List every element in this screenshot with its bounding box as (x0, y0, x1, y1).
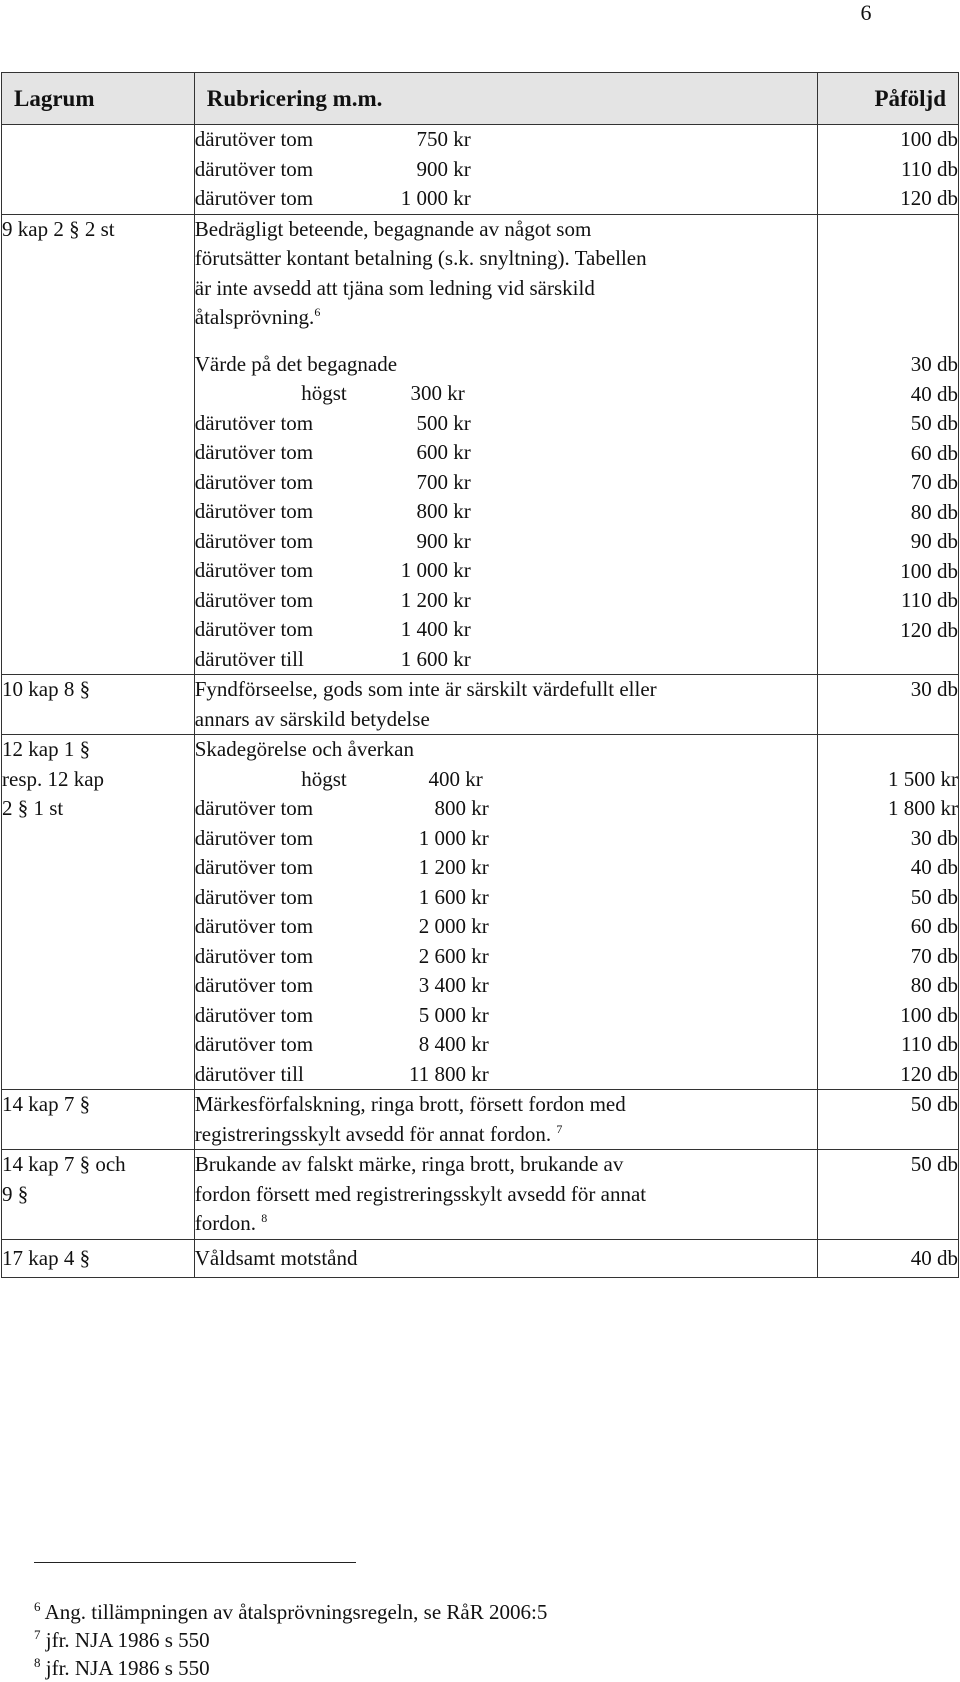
amount-row (195, 912, 817, 942)
header-lagrum: Lagrum (2, 73, 195, 125)
category-heading: Skadegörelse och åverkan (194, 737, 414, 761)
description-line: annars av särskild betydelse (194, 706, 430, 731)
amount-value: 600 kr (416, 440, 471, 464)
penalty-value: 30 db (910, 677, 958, 701)
footnote-number: 6 (34, 1599, 41, 1614)
penalty-value: 80 db (910, 499, 958, 524)
footnote (34, 1654, 547, 1682)
footnote-ref: 8 (261, 1211, 268, 1225)
amount-row (195, 794, 817, 824)
lagrum-cell (2, 735, 195, 1090)
amount-label: därutöver tom (194, 617, 314, 641)
amount-value: 3 400 kr (418, 973, 489, 997)
description-line: Brukande av falskt märke, ringa brott, brukande av (194, 1152, 624, 1176)
amount-value: 5 000 kr (418, 1002, 489, 1027)
amount-row (195, 468, 817, 498)
lagrum-cell (2, 675, 195, 735)
amount-list (195, 379, 817, 674)
lagrum-text: resp. 12 kap (2, 766, 105, 791)
penalty-value: 1 500 kr (888, 766, 958, 791)
amount-label: därutöver tom (194, 855, 314, 879)
footnote-text: jfr. NJA 1986 s 550 (45, 1628, 210, 1652)
amount-label: därutöver tom (194, 1002, 314, 1027)
description-text: fordon. (194, 1211, 256, 1235)
amount-value: 2 000 kr (418, 914, 489, 938)
amount-label: därutöver tom (194, 1032, 314, 1056)
description-line: förutsätter kontant betalning (s.k. snyltning). Tabellen (194, 246, 647, 270)
penalty-value: 110 db (901, 588, 958, 612)
amount-row (195, 409, 817, 439)
footnote-number: 7 (34, 1627, 41, 1642)
header-pafoljd: Påföljd (818, 73, 959, 125)
penalty-list (818, 350, 958, 645)
lagrum-cell (2, 1239, 195, 1278)
table-row (2, 1150, 959, 1240)
amount-row (195, 586, 817, 616)
amount-value: 1 000 kr (418, 825, 489, 850)
rubricering-cell (194, 675, 817, 735)
lagrum-cell (2, 214, 195, 675)
amount-row (195, 155, 817, 185)
amount-value: 800 kr (416, 499, 471, 523)
amount-row (195, 1030, 817, 1060)
penalty-value: 50 db (910, 1092, 958, 1116)
amount-value: 750 kr (416, 127, 471, 151)
amount-label: därutöver tom (194, 156, 314, 181)
amount-value: 1 000 kr (400, 558, 471, 582)
penalty-value: 110 db (901, 156, 958, 181)
description-line: är inte avsedd att tjäna som ledning vid särskild (194, 275, 595, 300)
footnote-text: Ang. tillämpningen av åtalsprövningsregeln, se RåR 2006:5 (44, 1600, 548, 1624)
lagrum-cell (2, 1150, 195, 1240)
amount-row (195, 379, 817, 409)
description-line: Märkesförfalskning, ringa brott, försett fordon med (194, 1092, 626, 1116)
description-line: Bedrägligt beteende, begagnande av något som (194, 216, 592, 241)
description-text: registreringsskylt avsedd för annat fordon. (194, 1121, 552, 1146)
penalty-value: 1 800 kr (888, 796, 958, 820)
amount-value: 900 kr (416, 156, 471, 181)
rubricering-cell (194, 735, 817, 1090)
lagrum-text: 10 kap 8 § (2, 677, 91, 701)
footnote-number: 8 (34, 1655, 41, 1670)
lagrum-text: 14 kap 7 § och (2, 1152, 126, 1176)
pafoljd-cell (818, 735, 959, 1090)
pafoljd-cell (818, 214, 959, 675)
amount-label: därutöver tom (194, 499, 314, 523)
lagrum-cell (2, 1090, 195, 1150)
header-rubricering: Rubricering m.m. (194, 73, 817, 125)
amount-row (195, 527, 817, 557)
footnote (34, 1598, 547, 1626)
amount-label: därutöver tom (194, 469, 314, 494)
pafoljd-cell (818, 675, 959, 735)
footnotes (34, 1598, 547, 1682)
amount-value: 1 200 kr (400, 587, 471, 612)
rubricering-cell (194, 125, 817, 215)
amount-label: därutöver tom (194, 884, 314, 909)
penalty-value: 110 db (901, 1032, 958, 1056)
amount-label: därutöver tom (194, 825, 314, 850)
amount-row (195, 1001, 817, 1031)
amount-row (195, 615, 817, 645)
amount-value: 1 600 kr (418, 884, 489, 909)
description-line: fordon försett med registreringsskylt avsedd för annat (194, 1181, 647, 1206)
pafoljd-cell (818, 1090, 959, 1150)
penalty-value: 30 db (910, 825, 958, 850)
amount-value: 300 kr (410, 381, 465, 405)
penalty-value: 50 db (910, 884, 958, 909)
amount-row (195, 438, 817, 468)
amount-value: 2 600 kr (418, 943, 489, 968)
penalty-value: 60 db (910, 440, 958, 465)
penalty-value: 120 db (900, 1061, 958, 1086)
description-line (195, 1120, 817, 1150)
penalty-list (818, 765, 958, 1090)
lagrum-text: 9 § (2, 1181, 29, 1206)
amount-label: därutöver till (194, 646, 304, 671)
penalty-value: 40 db (910, 1245, 958, 1270)
amount-label: därutöver tom (194, 528, 314, 553)
penalty-value: 60 db (910, 914, 958, 938)
table-row (2, 214, 959, 675)
table-row (2, 735, 959, 1090)
penalty-table (1, 72, 959, 1278)
table-row (2, 1239, 959, 1278)
amount-value: 1 000 kr (400, 186, 471, 210)
amount-label: högst (301, 381, 347, 405)
amount-label: därutöver tom (194, 440, 314, 464)
amount-label: därutöver tom (194, 410, 314, 435)
description-text: åtalsprövning. (194, 305, 315, 329)
page-number: 6 (860, 0, 872, 25)
penalty-value: 70 db (910, 470, 958, 494)
rubricering-cell (194, 1239, 817, 1278)
amount-list (195, 765, 817, 1090)
amount-label: därutöver tom (194, 914, 314, 938)
penalty-value: 40 db (910, 381, 958, 406)
lagrum-text: 2 § 1 st (2, 796, 64, 820)
amount-value: 1 400 kr (400, 617, 471, 641)
amount-value: 11 800 kr (409, 1061, 489, 1086)
rubricering-cell (194, 1090, 817, 1150)
amount-label: därutöver tom (194, 973, 314, 997)
footnote (34, 1626, 547, 1654)
amount-row (195, 824, 817, 854)
description-line: Våldsamt motstånd (194, 1245, 358, 1270)
amount-label: högst (301, 766, 347, 791)
description-line (195, 1209, 817, 1239)
amount-label: därutöver tom (194, 558, 314, 582)
amount-label: därutöver till (194, 1061, 304, 1086)
penalty-value: 100 db (900, 1002, 958, 1027)
amount-row (195, 942, 817, 972)
amount-row (195, 125, 817, 155)
amount-row (195, 971, 817, 1001)
lagrum-text: 9 kap 2 § 2 st (2, 216, 115, 241)
amount-row (195, 556, 817, 586)
lagrum-text: 14 kap 7 § (2, 1092, 91, 1116)
amount-value: 700 kr (416, 469, 471, 494)
amount-value: 1 200 kr (418, 855, 489, 879)
amount-label: därutöver tom (194, 796, 314, 820)
amount-label: därutöver tom (194, 186, 314, 210)
table-row (2, 675, 959, 735)
penalty-value: 30 db (910, 352, 958, 376)
amount-row (195, 645, 817, 675)
amount-value: 900 kr (416, 528, 471, 553)
description-line: Fyndförseelse, gods som inte är särskilt värdefullt eller (194, 677, 657, 701)
amount-value: 8 400 kr (418, 1032, 489, 1056)
penalty-value: 100 db (900, 558, 958, 583)
penalty-value: 120 db (900, 186, 958, 210)
table-header-row (2, 73, 959, 125)
value-heading: Värde på det begagnade (194, 351, 398, 376)
amount-value: 400 kr (428, 766, 483, 791)
amount-row (195, 853, 817, 883)
amount-row (195, 1060, 817, 1090)
lagrum-cell (2, 125, 195, 215)
footnote-text: jfr. NJA 1986 s 550 (45, 1656, 210, 1680)
rubricering-cell (194, 214, 817, 675)
amount-value: 1 600 kr (400, 646, 471, 671)
amount-row (195, 883, 817, 913)
amount-label: därutöver tom (194, 943, 314, 968)
amount-row (195, 765, 817, 795)
amount-label: därutöver tom (194, 587, 314, 612)
lagrum-text: 12 kap 1 § (2, 737, 91, 761)
table-row (2, 125, 959, 215)
penalty-value: 120 db (900, 617, 958, 642)
footnote-ref: 6 (314, 305, 321, 319)
penalty-value: 70 db (910, 943, 958, 968)
penalty-value: 80 db (910, 973, 958, 997)
amount-row (195, 497, 817, 527)
penalty-list (818, 125, 958, 214)
penalty-value: 90 db (910, 529, 958, 553)
footnote-separator (34, 1562, 356, 1563)
pafoljd-cell (818, 125, 959, 215)
penalty-value: 50 db (910, 1152, 958, 1176)
penalty-value: 40 db (910, 855, 958, 879)
penalty-value: 100 db (900, 127, 958, 151)
pafoljd-cell (818, 1239, 959, 1278)
amount-value: 800 kr (434, 796, 489, 820)
footnote-ref: 7 (556, 1121, 563, 1136)
description-line (195, 303, 817, 333)
amount-list (195, 125, 817, 214)
penalty-value: 50 db (910, 411, 958, 435)
rubricering-cell (194, 1150, 817, 1240)
table-row (2, 1090, 959, 1150)
amount-value: 500 kr (416, 410, 471, 435)
amount-row (195, 184, 817, 214)
amount-label: därutöver tom (194, 127, 314, 151)
lagrum-text: 17 kap 4 § (2, 1245, 91, 1270)
pafoljd-cell (818, 1150, 959, 1240)
